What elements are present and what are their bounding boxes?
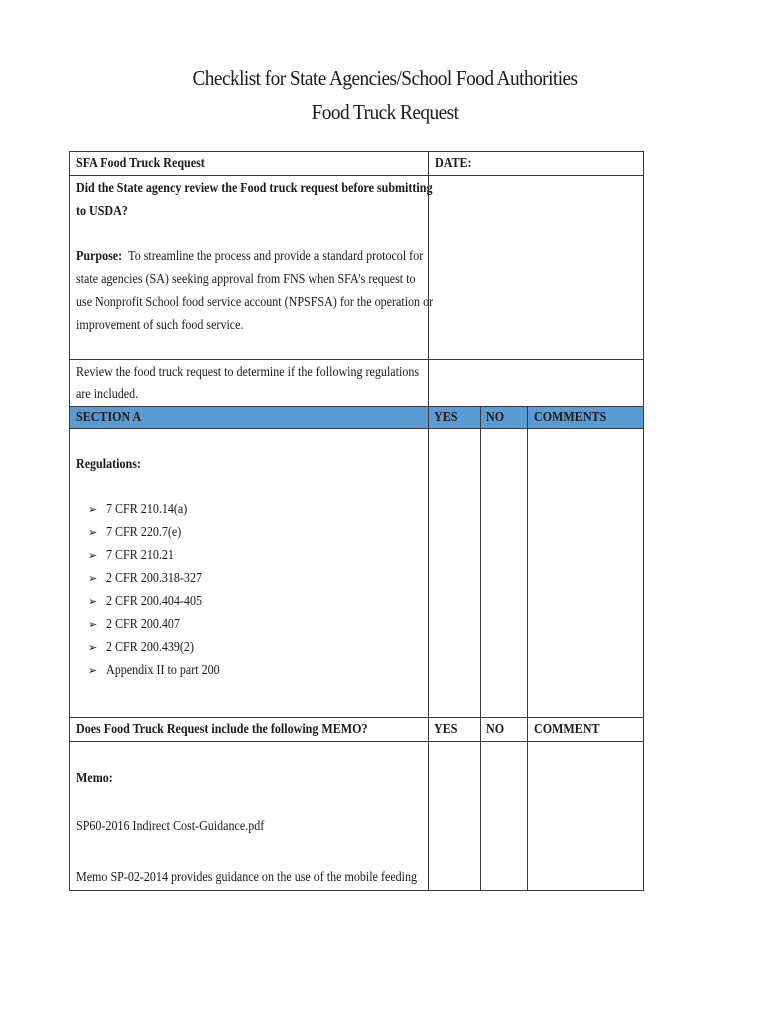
memo-yes-header: [428, 717, 481, 742]
memo-no-label: NO: [486, 722, 505, 737]
question-line1: Did the State agency review the Food truck request before submitting: [76, 181, 433, 196]
section-a-no-header: [480, 406, 528, 429]
purpose-line1: To streamline the process and provide a standard protocol for: [128, 249, 424, 264]
question-line2: to USDA?: [76, 204, 128, 219]
date-label: DATE:: [435, 156, 472, 171]
arrow-bullet-icon: ➢: [88, 526, 98, 539]
arrow-bullet-icon: ➢: [88, 664, 98, 677]
date-cell: [428, 151, 644, 176]
sfa-request-cell: [69, 151, 429, 176]
memo-comment-header: [527, 717, 644, 742]
memo-comment-label: COMMENT: [534, 722, 600, 737]
section-a-no-label: NO: [486, 410, 505, 425]
document-title-line2: Food Truck Request: [311, 100, 459, 124]
memo-line2: Memo SP-02-2014 provides guidance on the use of the mobile feeding: [76, 870, 418, 885]
sfa-request-label: SFA Food Truck Request: [76, 156, 205, 171]
regulations-cell: [69, 428, 429, 718]
memo-yes-cell[interactable]: [428, 741, 481, 891]
memo-yes-label: YES: [434, 722, 458, 737]
regulations-no-cell[interactable]: [480, 428, 528, 718]
list-item: ➢ Appendix II to part 200: [88, 663, 220, 678]
section-a-header: [69, 406, 429, 429]
list-item: ➢ 7 CFR 210.14(a): [88, 502, 188, 517]
list-item: ➢ 2 CFR 200.439(2): [88, 640, 194, 655]
regulations-yes-cell[interactable]: [428, 428, 481, 718]
memo-question-cell: [69, 717, 429, 742]
review-line2: are included.: [76, 387, 139, 402]
memo-no-header: [480, 717, 528, 742]
memo-cell: [69, 741, 429, 891]
arrow-bullet-icon: ➢: [88, 572, 98, 585]
regulations-comments-cell[interactable]: [527, 428, 644, 718]
purpose-label: Purpose:: [76, 249, 123, 264]
document-title-line1: Checklist for State Agencies/School Food Authorities: [192, 66, 578, 90]
question-answer-cell[interactable]: [428, 175, 644, 360]
purpose-line2: state agencies (SA) seeking approval from FNS when SFA’s request to: [76, 272, 416, 287]
list-item: ➢ 7 CFR 220.7(e): [88, 525, 182, 540]
memo-comment-cell[interactable]: [527, 741, 644, 891]
purpose-line3: use Nonprofit School food service account (NPSFSA) for the operation or: [76, 295, 434, 310]
section-a-yes-header: [428, 406, 481, 429]
memo-heading: Memo:: [76, 771, 113, 786]
list-item: ➢ 7 CFR 210.21: [88, 548, 174, 563]
arrow-bullet-icon: ➢: [88, 641, 98, 654]
review-answer-cell[interactable]: [428, 359, 644, 407]
review-cell: [69, 359, 429, 407]
section-a-comments-label: COMMENTS: [534, 410, 607, 425]
review-line1: Review the food truck request to determine if the following regulations: [76, 365, 420, 380]
purpose-line4: improvement of such food service.: [76, 318, 244, 333]
question-cell: [69, 175, 434, 360]
section-a-comments-header: [527, 406, 644, 429]
list-item: ➢ 2 CFR 200.318-327: [88, 571, 202, 586]
memo-no-cell[interactable]: [480, 741, 528, 891]
section-a-label: SECTION A: [76, 410, 142, 425]
section-a-yes-label: YES: [434, 410, 458, 425]
regulations-heading: Regulations:: [76, 457, 141, 472]
list-item: ➢ 2 CFR 200.407: [88, 617, 180, 632]
arrow-bullet-icon: ➢: [88, 618, 98, 631]
arrow-bullet-icon: ➢: [88, 549, 98, 562]
arrow-bullet-icon: ➢: [88, 595, 98, 608]
memo-question-label: Does Food Truck Request include the following MEMO?: [76, 722, 368, 737]
list-item: ➢ 2 CFR 200.404-405: [88, 594, 202, 609]
memo-line1: SP60-2016 Indirect Cost-Guidance.pdf: [76, 819, 265, 834]
arrow-bullet-icon: ➢: [88, 503, 98, 516]
